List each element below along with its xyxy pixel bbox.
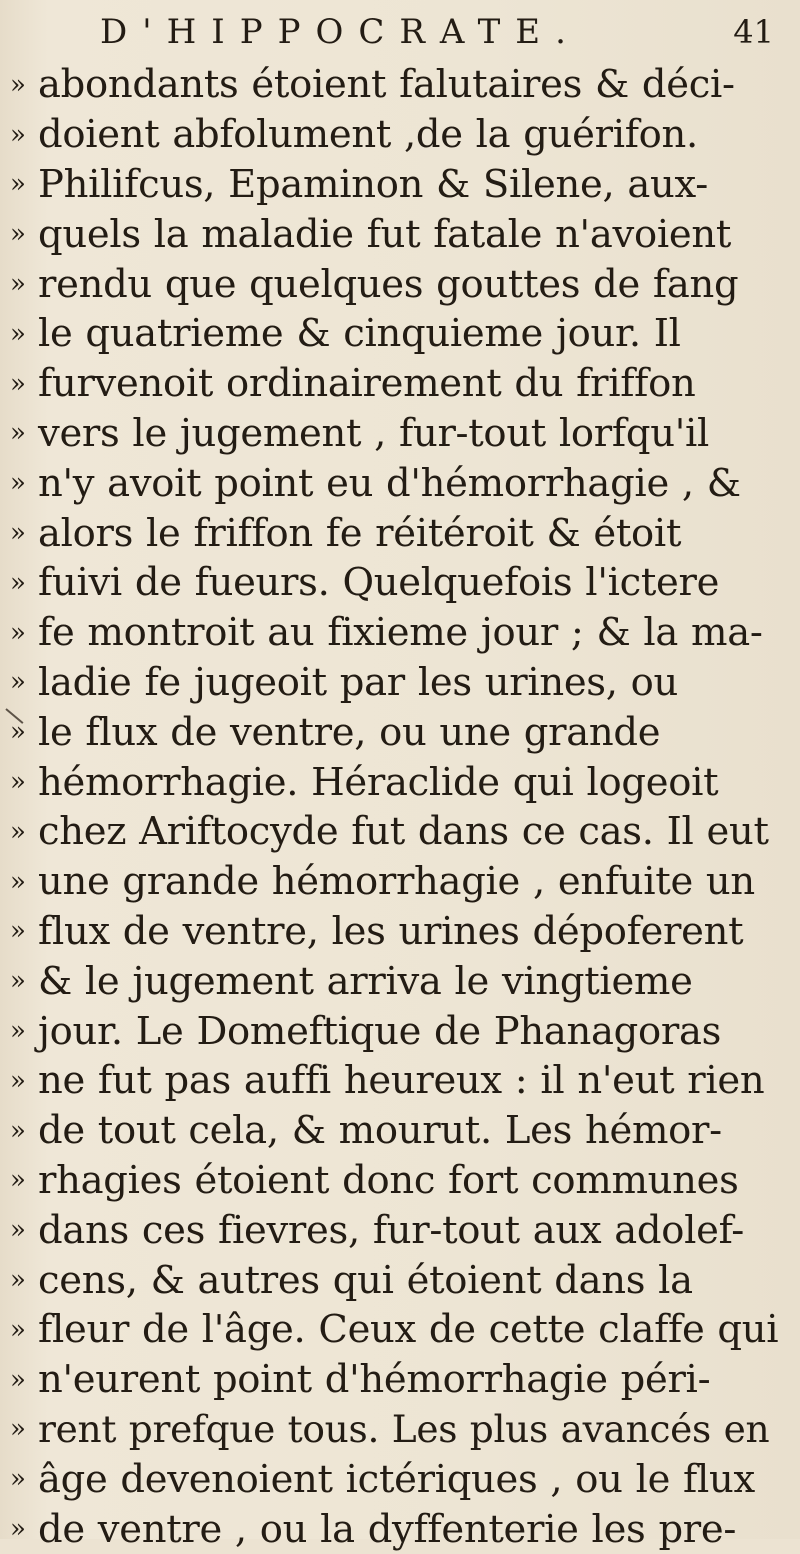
quotation-mark: »	[10, 219, 26, 250]
line-text: Philifcus, Epaminon & Silene, aux-	[38, 161, 708, 207]
quotation-mark: »	[10, 468, 26, 499]
quotation-mark: »	[10, 1165, 26, 1196]
line-text: ne fut pas auffi heureux : il n'eut rien	[38, 1058, 765, 1104]
body-text	[10, 60, 790, 1554]
text-line	[10, 907, 790, 957]
text-line	[10, 110, 790, 160]
quotation-mark: »	[10, 667, 26, 698]
text-line	[10, 60, 790, 110]
text-line	[10, 160, 790, 210]
quotation-mark: »	[10, 1265, 26, 1296]
page-number: 41	[733, 13, 774, 51]
text-line	[10, 956, 790, 1006]
quotation-mark: »	[10, 567, 26, 598]
text-line	[10, 1504, 790, 1554]
line-text: alors le friffon fe réitéroit & étoit	[38, 510, 682, 556]
text-line	[10, 707, 790, 757]
quotation-mark: »	[10, 119, 26, 150]
text-line	[10, 1006, 790, 1056]
text-line	[10, 757, 790, 807]
line-text: jour. Le Domeftique de Phanagoras	[38, 1008, 722, 1054]
text-line	[10, 458, 790, 508]
quotation-mark: »	[10, 617, 26, 648]
line-text: doient abfolument ,de la guérifon.	[38, 112, 698, 158]
line-text: hémorrhagie. Héraclide qui logeoit	[38, 759, 719, 805]
quotation-mark: »	[10, 69, 26, 100]
line-text: dans ces fievres, fur-tout aux adolef-	[38, 1207, 744, 1253]
quotation-mark: »	[10, 169, 26, 200]
line-text: une grande hémorrhagie , enfuite un	[38, 859, 755, 905]
text-line	[10, 259, 790, 309]
line-text: de tout cela, & mourut. Les hémor-	[38, 1108, 722, 1154]
line-text: ladie fe jugeoit par les urines, ou	[38, 659, 679, 705]
line-text: cens, & autres qui étoient dans la	[38, 1257, 693, 1303]
quotation-mark: »	[10, 1016, 26, 1047]
line-text: le flux de ventre, ou une grande	[38, 709, 661, 755]
line-text: fleur de l'âge. Ceux de cette claffe qui	[38, 1307, 779, 1353]
text-line	[10, 608, 790, 658]
line-text: abondants étoient falutaires & déci-	[38, 62, 735, 108]
text-line	[10, 1355, 790, 1405]
quotation-mark: »	[10, 816, 26, 847]
line-text: furvenoit ordinairement du friffon	[38, 361, 696, 407]
text-line	[10, 1405, 790, 1455]
quotation-mark: »	[10, 418, 26, 449]
text-line	[10, 1056, 790, 1106]
text-line	[10, 359, 790, 409]
quotation-mark: »	[10, 916, 26, 947]
text-line	[10, 658, 790, 708]
line-text: chez Ariftocyde fut dans ce cas. Il eut	[38, 809, 769, 855]
text-line	[10, 209, 790, 259]
text-line	[10, 409, 790, 459]
quotation-mark: »	[10, 1065, 26, 1096]
line-text: vers le jugement , fur-tout lorfqu'il	[38, 410, 710, 456]
quotation-mark: »	[10, 1414, 26, 1445]
text-line	[10, 1205, 790, 1255]
quotation-mark: »	[10, 717, 26, 748]
text-line	[10, 508, 790, 558]
text-line	[10, 1106, 790, 1156]
quotation-mark: »	[10, 966, 26, 997]
quotation-mark: »	[10, 767, 26, 798]
text-line	[10, 309, 790, 359]
running-title: D'HIPPOCRATE.	[100, 12, 581, 52]
line-text: fe montroit au fixieme jour ; & la ma-	[38, 610, 763, 656]
line-text: âge devenoient ictériques , ou le flux	[38, 1456, 755, 1502]
line-text: de ventre , ou la dyffenterie les pre-	[38, 1506, 737, 1552]
quotation-mark: »	[10, 1364, 26, 1395]
text-line	[10, 857, 790, 907]
line-text: quels la maladie fut fatale n'avoient	[38, 211, 731, 257]
text-line	[10, 1255, 790, 1305]
quotation-mark: »	[10, 1215, 26, 1246]
quotation-mark: »	[10, 1314, 26, 1345]
quotation-mark: »	[10, 1514, 26, 1544]
text-line	[10, 1156, 790, 1206]
text-line	[10, 1305, 790, 1355]
line-text: rent prefque tous. Les plus avancés en	[38, 1407, 770, 1452]
quotation-mark: »	[10, 518, 26, 549]
quotation-mark: »	[10, 318, 26, 349]
quotation-mark: »	[10, 1464, 26, 1495]
line-text: rendu que quelques gouttes de fang	[38, 261, 739, 307]
text-line	[10, 1454, 790, 1504]
text-line	[10, 558, 790, 608]
line-text: n'eurent point d'hémorrhagie péri-	[38, 1357, 711, 1403]
page-header	[90, 6, 780, 58]
line-text: flux de ventre, les urines dépoferent	[38, 908, 744, 954]
quotation-mark: »	[10, 1115, 26, 1146]
text-line	[10, 807, 790, 857]
line-text: le quatrieme & cinquieme jour. Il	[38, 311, 681, 357]
line-text: fuivi de fueurs. Quelquefois l'ictere	[38, 560, 720, 606]
line-text: rhagies étoient donc fort communes	[38, 1157, 739, 1203]
line-text: & le jugement arriva le vingtieme	[38, 958, 693, 1004]
quotation-mark: »	[10, 866, 26, 897]
quotation-mark: »	[10, 368, 26, 399]
quotation-mark: »	[10, 269, 26, 300]
line-text: n'y avoit point eu d'hémorrhagie , &	[38, 460, 741, 506]
